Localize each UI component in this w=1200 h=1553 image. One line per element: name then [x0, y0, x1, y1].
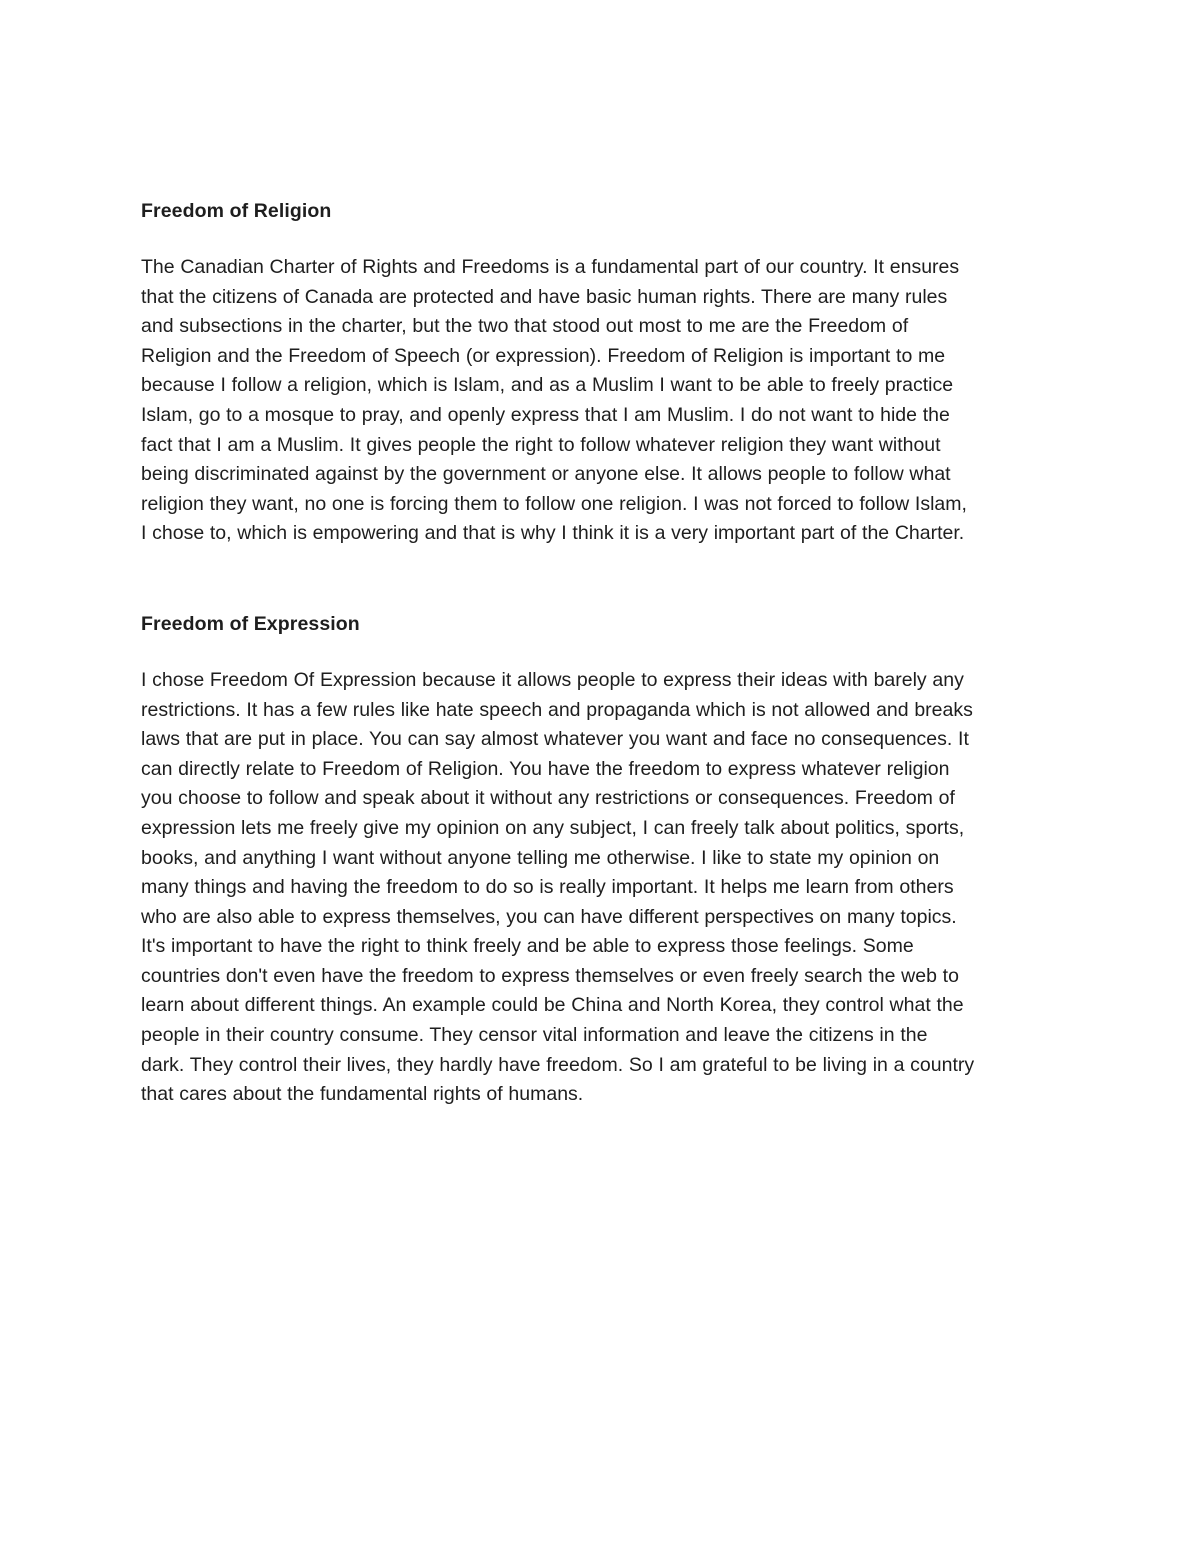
paragraph-line: religion they want, no one is forcing them to follow one religion. I was not forced to follow Islam,: [141, 492, 967, 515]
paragraph-line: dark. They control their lives, they hardly have freedom. So I am grateful to be living in a country: [141, 1053, 975, 1076]
paragraph-line: It's important to have the right to think freely and be able to express those feelings. Some: [141, 935, 914, 958]
section-heading: Freedom of Expression: [141, 612, 360, 635]
paragraph-line: can directly relate to Freedom of Religion. You have the freedom to express whatever religion: [141, 757, 950, 780]
paragraph-line: laws that are put in place. You can say almost whatever you want and face no consequences. It: [141, 728, 969, 751]
paragraph-line: who are also able to express themselves, you can have different perspectives on many topics.: [141, 905, 957, 928]
section-paragraph: [141, 639, 1061, 1110]
paragraph-line: that the citizens of Canada are protected and have basic human rights. There are many rules: [141, 285, 948, 308]
paragraph-line: many things and having the freedom to do so is really important. It helps me learn from others: [141, 876, 954, 899]
section-heading: Freedom of Religion: [141, 200, 332, 222]
paragraph-line: books, and anything I want without anyone telling me otherwise. I like to state my opinion on: [141, 846, 940, 869]
paragraph-line: The Canadian Charter of Rights and Freedoms is a fundamental part of our country. It ensures: [141, 256, 960, 278]
section-freedom-of-expression: [141, 609, 1061, 1110]
paragraph-line: and subsections in the charter, but the two that stood out most to me are the Freedom of: [141, 315, 909, 338]
paragraph-line: I chose Freedom Of Expression because it allows people to express their ideas with barely any: [141, 668, 964, 691]
paragraph-line: being discriminated against by the government or anyone else. It allows people to follow what: [141, 463, 951, 486]
paragraph-line: that cares about the fundamental rights of humans.: [141, 1083, 584, 1106]
paragraph-line: learn about different things. An example could be China and North Korea, they control what the: [141, 994, 964, 1017]
paragraph-line: Religion and the Freedom of Speech (or expression). Freedom of Religion is important to me: [141, 344, 946, 367]
paragraph-line: restrictions. It has a few rules like hate speech and propaganda which is not allowed and breaks: [141, 698, 973, 721]
paragraph-line: fact that I am a Muslim. It gives people the right to follow whatever religion they want without: [141, 433, 941, 456]
paragraph-line: people in their country consume. They censor vital information and leave the citizens in the: [141, 1024, 928, 1047]
document-body: [141, 196, 1061, 1110]
section-freedom-of-religion: [141, 196, 1061, 549]
paragraph-line: Islam, go to a mosque to pray, and openly express that I am Muslim. I do not want to hide the: [141, 403, 950, 426]
paragraph-line: countries don't even have the freedom to express themselves or even freely search the web to: [141, 964, 959, 987]
section-paragraph: [141, 226, 1061, 549]
paragraph-line: because I follow a religion, which is Islam, and as a Muslim I want to be able to freely practice: [141, 374, 954, 397]
paragraph-line: you choose to follow and speak about it without any restrictions or consequences. Freedom of: [141, 787, 955, 810]
paragraph-line: I chose to, which is empowering and that is why I think it is a very important part of the Charter.: [141, 522, 965, 545]
paragraph-line: expression lets me freely give my opinion on any subject, I can freely talk about politics, sports,: [141, 816, 965, 839]
